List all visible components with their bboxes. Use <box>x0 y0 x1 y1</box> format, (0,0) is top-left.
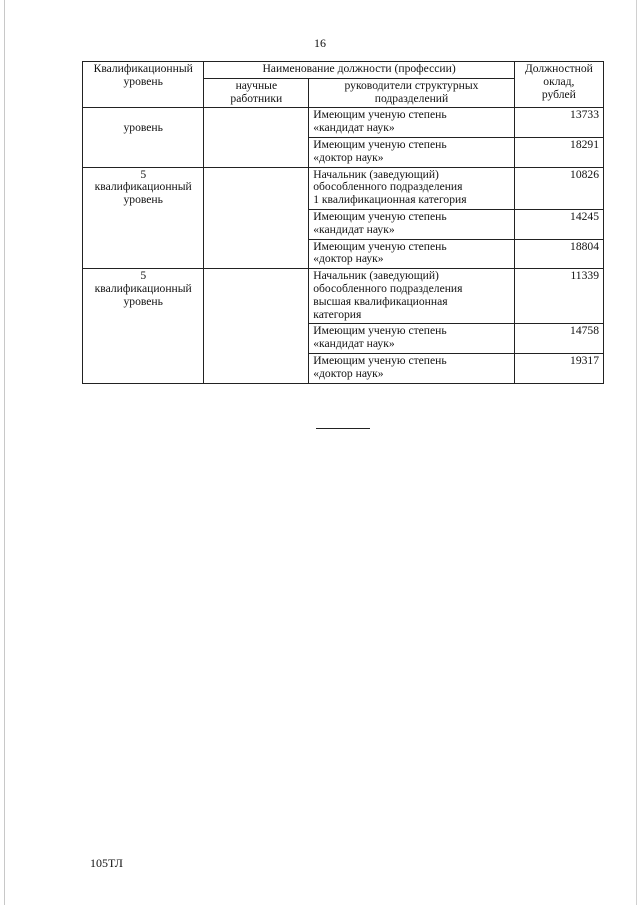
position-line: «доктор наук» <box>313 366 384 380</box>
position-cell <box>309 353 514 383</box>
position-cell <box>309 108 514 138</box>
position-line: Начальник (заведующий) <box>313 269 439 283</box>
position-line: Имеющим ученую степень <box>313 108 447 122</box>
level-cell <box>83 108 204 167</box>
header-salary-line: Должностной <box>524 62 593 75</box>
header-sub-line: научные <box>235 78 278 92</box>
position-cell <box>309 167 514 209</box>
header-level-line: уровень <box>123 74 163 88</box>
position-line: «кандидат наук» <box>313 121 395 135</box>
header-level <box>83 62 204 108</box>
scientific-cell <box>204 108 309 167</box>
header-sub-line: руководители структурных <box>344 78 479 92</box>
position-line: Имеющим ученую степень <box>313 137 447 151</box>
level-line: 5 <box>140 167 147 181</box>
position-line: «доктор наук» <box>313 252 384 266</box>
scientific-cell <box>204 269 309 383</box>
header-sub-line: подразделений <box>374 91 449 105</box>
position-line: «кандидат наук» <box>313 222 395 236</box>
position-line: высшая квалификационная <box>313 294 448 308</box>
level-line: 5 <box>140 269 147 283</box>
position-line: 1 квалификационная категория <box>313 193 467 207</box>
position-line: обособленного подразделения <box>313 281 463 295</box>
salary-table <box>82 61 604 384</box>
salary-cell: 13733 <box>514 108 603 138</box>
header-unit-heads <box>309 78 514 108</box>
level-cell <box>83 167 204 269</box>
table-row <box>83 269 604 324</box>
scan-edge-left <box>4 0 5 905</box>
scan-edge-right <box>636 0 637 905</box>
header-sub-line: работники <box>230 91 283 105</box>
position-cell <box>309 209 514 239</box>
table-row <box>83 167 604 209</box>
header-level-line: Квалификационный <box>93 62 193 75</box>
position-line: Имеющим ученую степень <box>313 324 447 338</box>
document-code: 105ТЛ <box>90 856 123 870</box>
end-of-document-rule <box>316 428 370 429</box>
header-salary-line: оклад, <box>543 74 575 88</box>
table-row <box>83 108 604 138</box>
header-scientific-workers <box>204 78 309 108</box>
position-cell <box>309 137 514 167</box>
position-cell <box>309 239 514 269</box>
level-line: уровень <box>123 121 163 135</box>
position-line: категория <box>313 307 362 321</box>
position-line: «кандидат наук» <box>313 337 395 351</box>
position-cell <box>309 269 514 324</box>
header-salary <box>514 62 603 108</box>
scientific-cell <box>204 167 309 269</box>
salary-cell: 11339 <box>514 269 603 324</box>
salary-cell: 14245 <box>514 209 603 239</box>
position-line: Имеющим ученую степень <box>313 239 447 253</box>
position-cell <box>309 324 514 354</box>
salary-cell: 10826 <box>514 167 603 209</box>
page-number: 16 <box>314 36 326 50</box>
position-line: «доктор наук» <box>313 150 384 164</box>
table-header-row <box>83 62 604 79</box>
level-line: уровень <box>123 193 163 207</box>
salary-cell: 19317 <box>514 353 603 383</box>
level-line: квалификационный <box>94 180 192 194</box>
header-salary-line: рублей <box>541 87 576 101</box>
position-line: Начальник (заведующий) <box>313 167 439 181</box>
salary-cell: 18291 <box>514 137 603 167</box>
level-line: уровень <box>123 294 163 308</box>
position-line: Имеющим ученую степень <box>313 353 447 367</box>
level-cell <box>83 269 204 383</box>
salary-cell: 14758 <box>514 324 603 354</box>
header-position-name: Наименование должности (профессии) <box>204 62 514 79</box>
salary-cell: 18804 <box>514 239 603 269</box>
position-line: Имеющим ученую степень <box>313 209 447 223</box>
level-line: квалификационный <box>94 281 192 295</box>
position-line: обособленного подразделения <box>313 180 463 194</box>
